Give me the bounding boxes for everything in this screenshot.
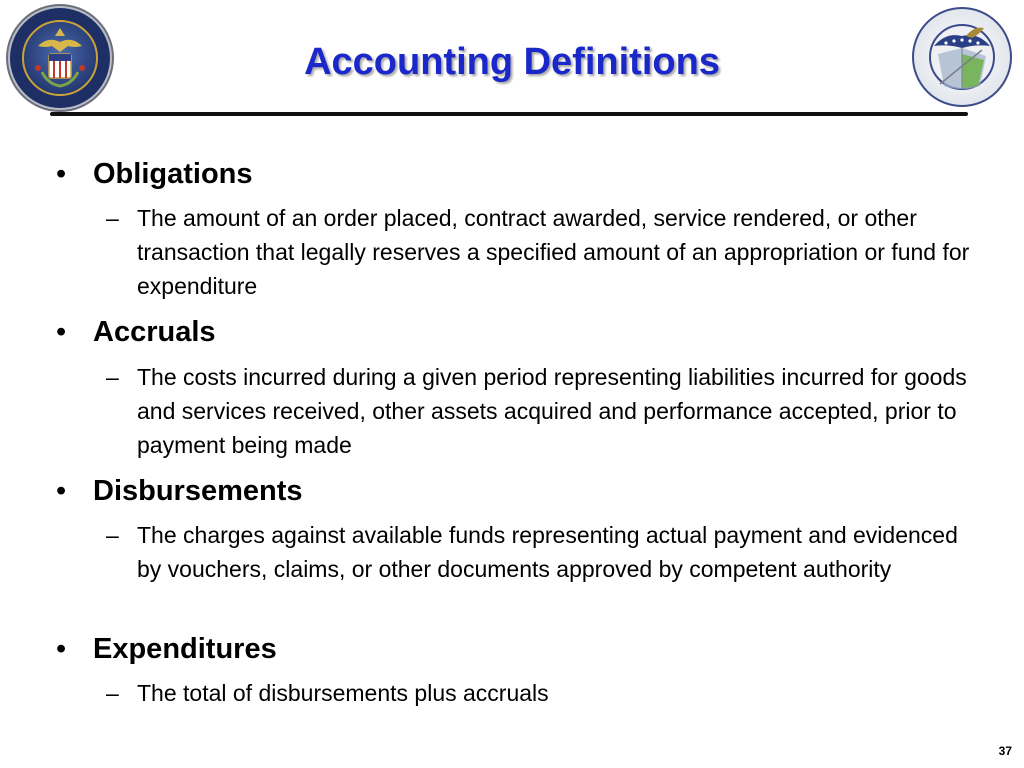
- right-seal-logo: [904, 6, 1020, 108]
- bullet-marker: •: [56, 633, 67, 665]
- definition-text: The costs incurred during a given period representing liabilities incurred for goods and services received, other assets acquired and performance accepted, prior to payment being made: [137, 364, 967, 458]
- dash-marker: –: [106, 205, 119, 231]
- dash-marker: –: [106, 522, 119, 548]
- bullet-marker: •: [56, 316, 67, 348]
- dash-marker: –: [106, 680, 119, 706]
- term-label: Expenditures: [93, 633, 277, 665]
- term-label: Accruals: [93, 316, 216, 348]
- slide-title: Accounting Definitions: [304, 41, 720, 83]
- term-label: Obligations: [93, 158, 253, 190]
- definition-text: The amount of an order placed, contract awarded, service rendered, or other transaction that legally reserves a specified amount of an appropriation or fund for expenditure: [137, 205, 970, 299]
- dash-marker: –: [106, 364, 119, 390]
- term-label: Disbursements: [93, 475, 303, 507]
- definition-text: The total of disbursements plus accruals: [137, 680, 549, 706]
- bullet-marker: •: [56, 475, 67, 507]
- right-seal-icon: [904, 6, 1020, 108]
- title-divider: [50, 112, 968, 116]
- definition-text: The charges against available funds representing actual payment and evidenced by vouchers, claims, or other documents approved by competent authority: [137, 522, 958, 582]
- page-number: 37: [998, 744, 1012, 758]
- bullet-marker: •: [56, 158, 67, 190]
